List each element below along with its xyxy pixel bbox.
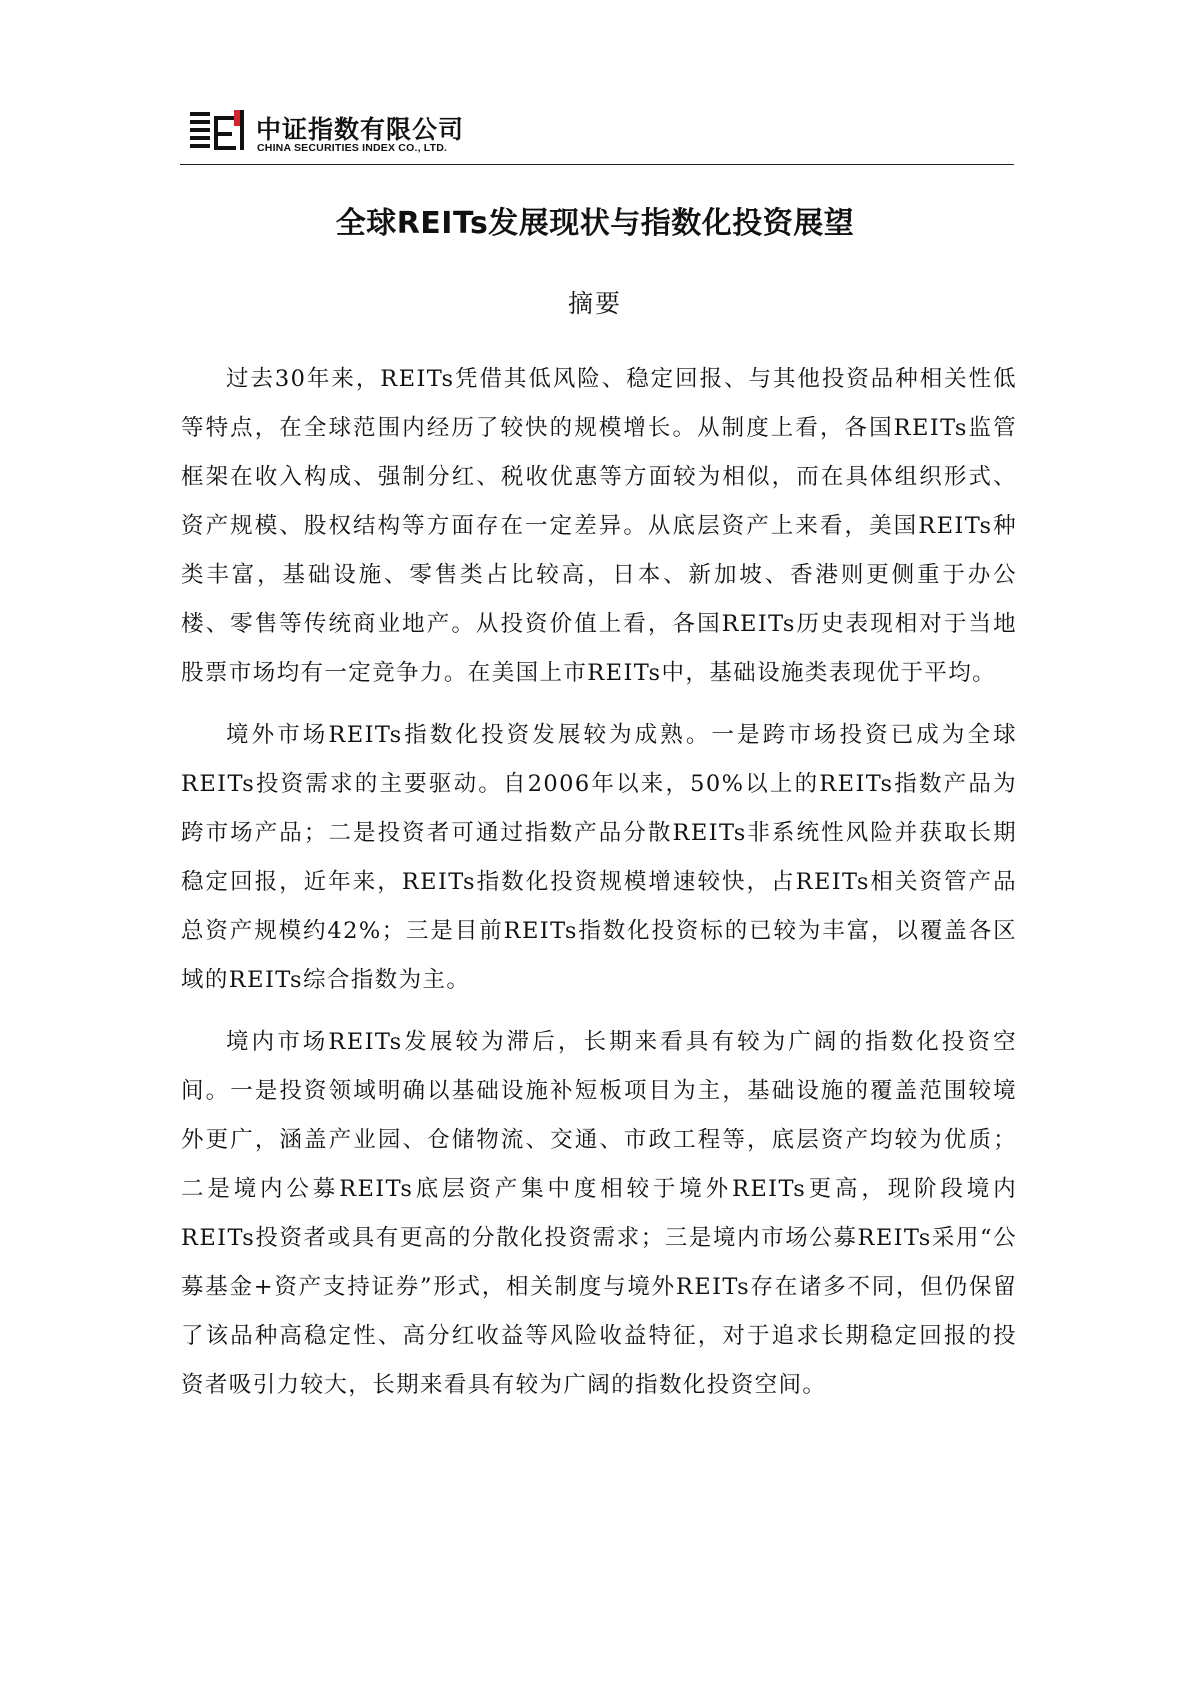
paragraph: 过去30年来，REITs凭借其低风险、稳定回报、与其他投资品种相关性低等特点，在全球范围内经历了较快的规模增长。从制度上看，各国REITs监管框架在收入构成、强制分红、税收优惠等方面较为相似，而在具体组织形式、资产规模、股权结构等方面存在一定差异。从底层资产上来看，美国REITs种类丰富，基础设施、零售类占比较高，日本、新加坡、香港则更侧重于办公楼、零售等传统商业地产。从投资价值上看，各国REITs历史表现相对于当地股票市场均有一定竞争力。在美国上市REITs中，基础设施类表现优于平均。 (181, 366, 1017, 686)
paragraph: 境外市场REITs指数化投资发展较为成熟。一是跨市场投资已成为全球REITs投资需求的主要驱动。自2006年以来，50%以上的REITs指数产品为跨市场产品；二是投资者可通过指数产品分散REITs非系统性风险并获取长期稳定回报，近年来，REITs指数化投资规模增速较快，占REITs相关资管产品总资产规模约42%；三是目前REITs指数化投资标的已较为丰富，以覆盖各区域的REITs综合指数为主。 (181, 722, 1017, 993)
page-header (180, 104, 1014, 166)
header-divider (180, 164, 1014, 165)
abstract-body (181, 355, 1017, 1423)
csi-logo-icon (190, 110, 246, 154)
abstract-heading: 摘要 (567, 289, 622, 318)
document-title: 全球REITs发展现状与指数化投资展望 (335, 206, 855, 241)
paragraph: 境内市场REITs发展较为滞后，长期来看具有较为广阔的指数化投资空间。一是投资领域明确以基础设施补短板项目为主，基础设施的覆盖范围较境外更广，涵盖产业园、仓储物流、交通、市政工程等，底层资产均较为优质；二是境内公募REITs底层资产集中度相较于境外REITs更高，现阶段境内REITs投资者或具有更高的分散化投资需求；三是境内市场公募REITs采用“公募基金+资产支持证券”形式，相关制度与境外REITs存在诸多不同，但仍保留了该品种高稳定性、高分红收益等风险收益特征，对于追求长期稳定回报的投资者吸引力较大，长期来看具有较为广阔的指数化投资空间。 (181, 1029, 1017, 1398)
company-name-cn: 中证指数有限公司 (256, 115, 465, 144)
company-name-en: CHINA SECURITIES INDEX CO., LTD. (257, 142, 448, 154)
